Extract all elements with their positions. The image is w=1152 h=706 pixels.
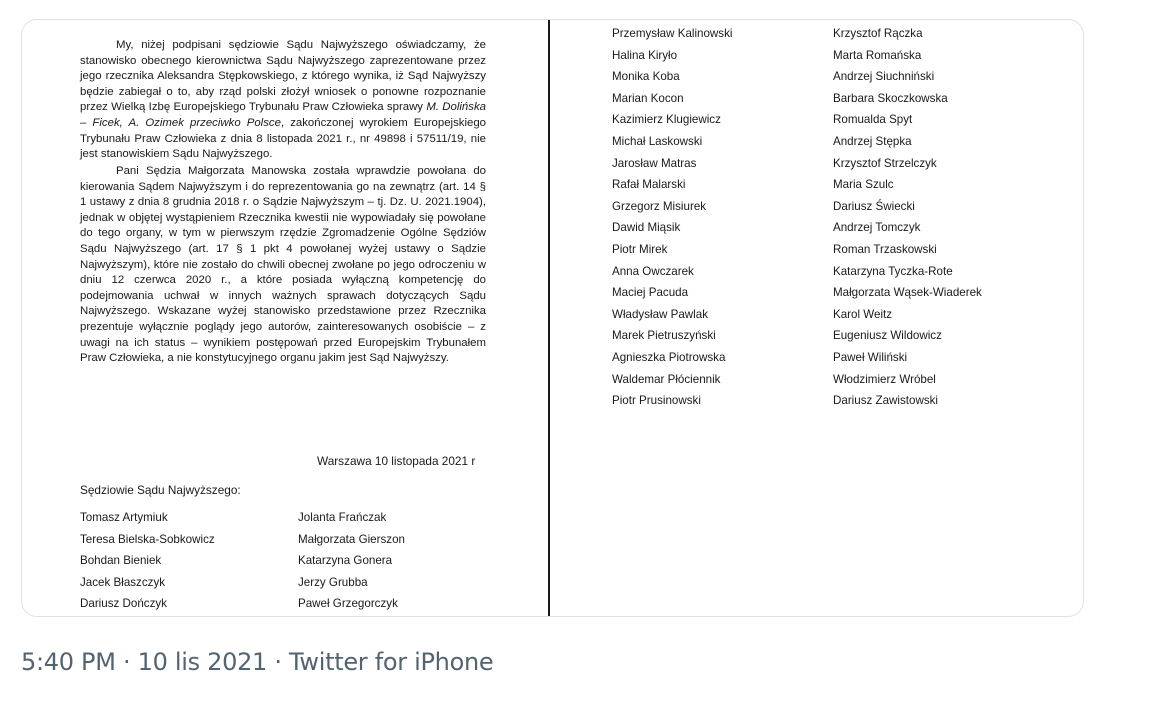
signer-name: Krzysztof Rączka [833, 27, 923, 40]
signer-name: Paweł Wiliński [833, 350, 908, 364]
signer-name: Włodzimierz Wróbel [833, 372, 936, 386]
signer-name: Jolanta Frańczak [298, 511, 387, 524]
signer-name: Halina Kiryło [612, 48, 678, 62]
signer-name: Agnieszka Piotrowska [612, 350, 726, 364]
meta-separator: · [267, 648, 290, 676]
signer-name: Katarzyna Gonera [298, 554, 393, 568]
signer-name: Teresa Bielska-Sobkowicz [80, 532, 215, 546]
tweet-source: Twitter for iPhone [289, 648, 494, 676]
signer-name: Bohdan Bieniek [80, 554, 162, 568]
signer-name: Dariusz Zawistowski [833, 394, 939, 408]
signer-name: Michał Laskowski [612, 134, 703, 148]
signer-name: Tomasz Artymiuk [80, 511, 168, 524]
signer-name: Jacek Błaszczyk [80, 575, 166, 589]
signers-list-right-col1 [612, 23, 732, 412]
signer-name: Małgorzata Wąsek-Wiaderek [833, 286, 982, 300]
statement-text: , zakończonej wyrokiem Europejskiego Trybunału Praw Człowieka z dnia 8 listopada 2021 r., nr 49898 i 57511/19, nie jest stanowiskiem Sądu Najwyższego. [80, 116, 486, 161]
signers-list-right-col2 [833, 23, 982, 412]
case-name: M. Dolińska – Ficek, A. Ozimek przeciwko Polsce [80, 101, 486, 129]
signer-name: Rafał Malarski [612, 178, 686, 192]
tweet-date[interactable]: 10 lis 2021 [137, 648, 268, 676]
signer-name: Katarzyna Tyczka-Rote [833, 264, 953, 278]
place-date: Warszawa 10 listopada 2021 r [317, 454, 476, 468]
signer-name: Grzegorz Misiurek [612, 199, 707, 213]
signer-name: Paweł Grzegorczyk [298, 597, 398, 611]
signer-name: Maria Szulc [833, 178, 894, 192]
signer-name: Andrzej Tomczyk [833, 221, 921, 235]
signer-name: Eugeniusz Wildowicz [833, 329, 942, 343]
meta-separator: · [115, 648, 138, 676]
signer-name: Marta Romańska [833, 48, 922, 62]
signer-name: Marian Kocon [612, 91, 684, 105]
tweet-time[interactable]: 5:40 PM [21, 648, 116, 676]
signer-name: Romualda Spyt [833, 113, 913, 127]
signer-name: Przemysław Kalinowski [612, 27, 733, 40]
signer-name: Andrzej Stępka [833, 134, 912, 148]
signer-name: Kazimierz Klugiewicz [612, 113, 721, 127]
signer-name: Maciej Pacuda [612, 286, 689, 300]
signers-heading: Sędziowie Sądu Najwyższego: [80, 483, 241, 497]
signer-name: Andrzej Siuchniński [833, 70, 935, 84]
signer-name: Jarosław Matras [612, 156, 697, 170]
statement-text: My, niżej podpisani sędziowie Sądu Najwyższego oświadczamy, że stanowisko obecnego kierownictwa Sądu Najwyższego zaprezentowane przez jego rzecznika Aleksandra Stępkowskiego, z którego wynika, iż Sąd Najwyższy będzie zabiegał o to, aby rząd polski złożył wniosek o ponowne rozpoznanie przez Wielką Izbę Europejskiego Trybunału Praw Człowieka sprawy [80, 39, 486, 114]
signer-name: Dariusz Świecki [833, 199, 915, 213]
signer-name: Waldemar Płóciennik [612, 372, 721, 386]
signer-name: Piotr Prusinowski [612, 394, 701, 408]
signer-name: Marek Pietruszyński [612, 329, 716, 343]
signer-name: Władysław Pawlak [612, 307, 708, 321]
signers-list-left-col2 [298, 507, 405, 615]
signer-name: Monika Koba [612, 70, 680, 84]
signer-name: Dariusz Dończyk [80, 597, 167, 611]
document-page-left [22, 20, 548, 616]
signers-list-left-col1 [80, 507, 215, 615]
tweet-image[interactable] [21, 19, 1084, 617]
signer-name: Roman Trzaskowski [833, 242, 937, 256]
statement-paragraph-1 [80, 38, 486, 163]
signer-name: Barbara Skoczkowska [833, 91, 948, 105]
signer-name: Anna Owczarek [612, 264, 694, 278]
statement-paragraph-2: Pani Sędzia Małgorzata Manowska została wprawdzie powołana do kierowania Sądem Najwyższym i do reprezentowania go na zewnątrz (art. 14 § 1 ustawy z dnia 8 grudnia 2018 r. o Sądzie Najwyższym – tj. Dz. U. 2021.1904), jednak w objętej wystąpieniem Rzecznika kwestii nie wypowiadały się powołane do tego organy, w tym w pierwszym rzędzie Zgromadzenie Ogólne Sędziów Sądu Najwyższego (art. 17 § 1 pkt 4 powołanej wyżej ustawy o Sądzie Najwyższym), które nie zostało do chwili obecnej zwołane po jego odroczeniu w dniu 12 czerwca 2020 r., a które posiada wyłączną kompetencję do podejmowania uchwał w innych ważnych sprawach dotyczących Sądu Najwyższego. Wskazane wyżej stanowisko przedstawione przez Rzecznika prezentuje wyłącznie poglądy jego autorów, zainteresowanych osobiście – z uwagi na ich status – wynikiem postępowań przed Europejskim Trybunałem Praw Człowieka, a nie konstytucyjnego organu jakim jest Sąd Najwyższy. [80, 165, 486, 365]
signer-name: Małgorzata Gierszon [298, 532, 405, 546]
document-page-right [550, 20, 1083, 616]
signer-name: Dawid Miąsik [612, 221, 681, 235]
signer-name: Krzysztof Strzelczyk [833, 156, 937, 170]
signer-name: Karol Weitz [833, 307, 893, 321]
signer-name: Jerzy Grubba [298, 575, 368, 589]
tweet-meta [21, 648, 493, 676]
signer-name: Piotr Mirek [612, 242, 668, 256]
